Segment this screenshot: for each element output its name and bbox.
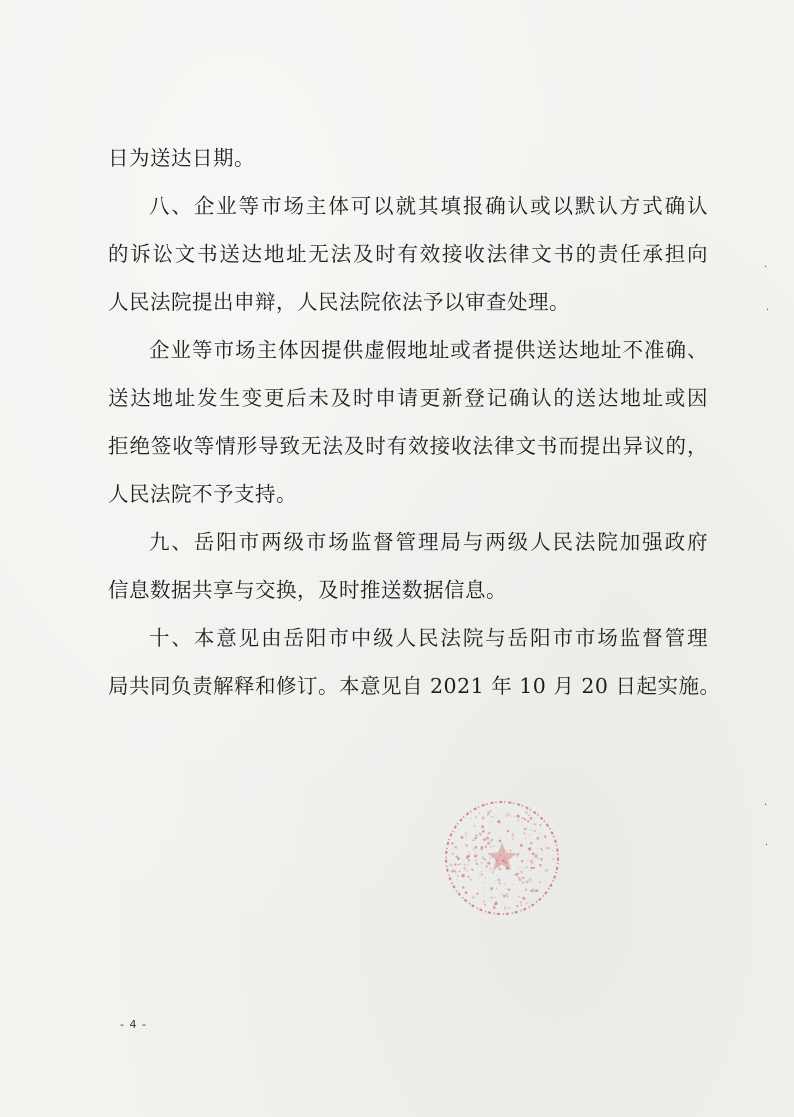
official-seal-stamp [440, 796, 565, 921]
text-line: 八、企业等市场主体可以就其填报确认或以默认方式确认 [149, 194, 708, 218]
text-line: 十、本意见由岳阳市中级人民法院与岳阳市市场监督管理 [149, 626, 708, 650]
scan-speck: · [764, 800, 768, 811]
text-line: 日为送达日期。 [108, 146, 255, 170]
text-line: 人民法院提出申辩，人民法院依法予以审查处理。 [108, 290, 570, 314]
text-line: 送达地址发生变更后未及时申请更新登记确认的送达地址或因 [108, 386, 708, 410]
text-line: 局共同负责解释和修订。本意见自 2021 年 10 月 20 日起实施。 [108, 674, 721, 698]
text-line: 企业等市场主体因提供虚假地址或者提供送达地址不准确、 [149, 338, 708, 362]
scan-speck: · [766, 305, 770, 316]
text-line: 的诉讼文书送达地址无法及时有效接收法律文书的责任承担向 [108, 242, 708, 266]
scan-speck: · [765, 840, 769, 851]
text-line: 人民法院不予支持。 [108, 482, 297, 506]
text-line: 九、岳阳市两级市场监督管理局与两级人民法院加强政府 [149, 530, 708, 554]
text-line: 拒绝签收等情形导致无法及时有效接收法律文书而提出异议的， [108, 434, 708, 458]
document-body [108, 139, 721, 706]
scan-speck: · [764, 262, 768, 273]
page-number: - 4 - [120, 1018, 147, 1031]
text-line: 信息数据共享与交换，及时推送数据信息。 [108, 578, 507, 602]
